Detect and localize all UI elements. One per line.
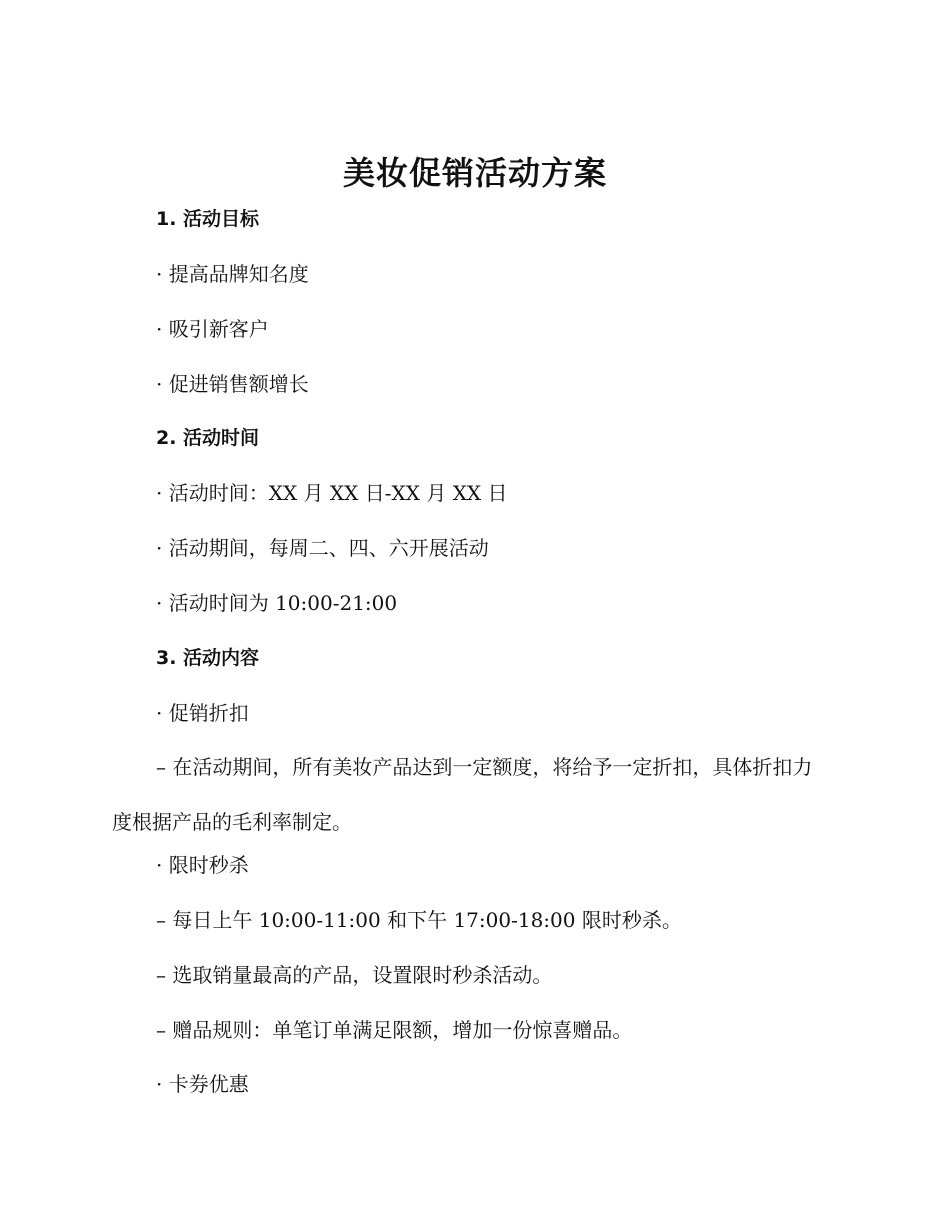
subsection-title-coupon: · 卡券优惠 [156,1072,249,1096]
discount-detail-paragraph: – 在活动期间，所有美妆产品达到一定额度，将给予一定折扣，具体折扣力度根据产品的毛利率制定。 [112,755,813,834]
list-item: · 吸引新客户 [156,317,269,341]
section-heading-content: 3. 活动内容 [156,647,260,669]
section-heading-goals: 1. 活动目标 [156,208,260,230]
list-item: · 活动期间，每周二、四、六开展活动 [156,536,489,560]
subsection-title-discount: · 促销折扣 [156,701,249,725]
document-title: 美妆促销活动方案 [342,154,607,192]
subsection-title-flash-sale: · 限时秒杀 [156,853,249,877]
section-heading-time: 2. 活动时间 [156,427,260,449]
list-item: · 活动时间为 10:00-21:00 [156,591,398,615]
list-item: · 促进销售额增长 [156,372,309,396]
list-item: – 赠品规则：单笔订单满足限额，增加一份惊喜赠品。 [156,1018,633,1042]
list-item: – 选取销量最高的产品，设置限时秒杀活动。 [156,963,553,987]
list-item: · 活动时间：XX 月 XX 日-XX 月 XX 日 [156,481,508,505]
list-item: · 提高品牌知名度 [156,262,309,286]
list-item: – 每日上午 10:00-11:00 和下午 17:00-18:00 限时秒杀。 [156,908,682,932]
